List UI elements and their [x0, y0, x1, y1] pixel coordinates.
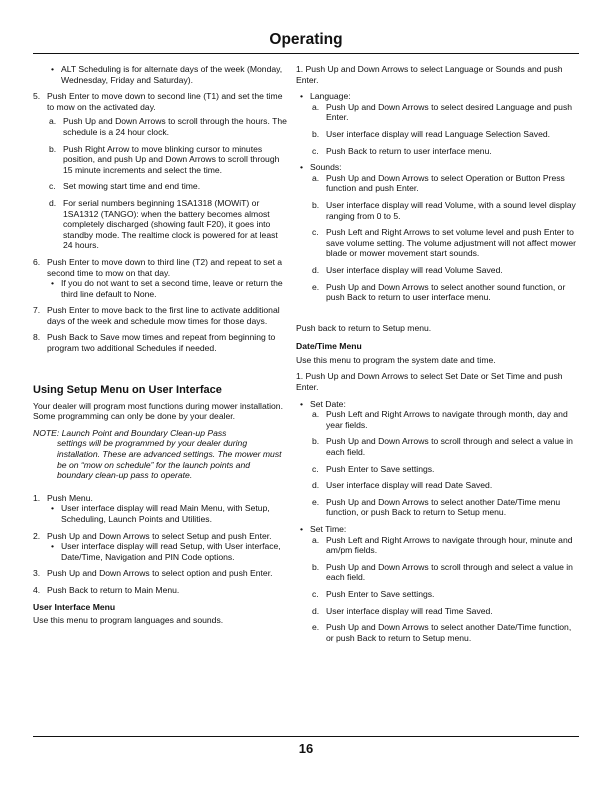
step-text: Push Enter to move down to third line (T2) and repeat to set a second time to mow on that day.: [47, 256, 283, 278]
set-date-item-e: [310, 497, 580, 518]
datetime-text: Use this menu to program the system date and time.: [296, 354, 496, 365]
item-letter: a.: [312, 101, 320, 112]
sounds-item-c: [310, 227, 580, 259]
item-text: User interface display will read Volume Saved.: [326, 264, 503, 275]
step-text: Push Enter to move down to second line (T1) and set the time to mow on the activated day.: [47, 91, 283, 112]
step-5: [33, 91, 287, 251]
item-text: User interface display will read Date Saved.: [326, 480, 493, 491]
set-date-group: [296, 399, 580, 518]
item-text: User interface display will read Time Saved.: [326, 605, 493, 616]
step-text: Push Menu.: [47, 492, 93, 503]
item-letter: a.: [312, 409, 320, 420]
item-text: Push Enter to Save settings.: [326, 463, 435, 474]
step-number: 6.: [33, 256, 41, 267]
item-text: Push Right Arrow to move blinking cursor to minutes position, and push Up and Down Arrows to scroll through 15 minute increments and select the time.: [63, 143, 280, 175]
item-letter: b.: [49, 143, 57, 154]
sounds-group: [296, 162, 580, 303]
header-rule: [33, 53, 579, 54]
step-text: Push Up and Down Arrows to select option and push Enter.: [47, 568, 273, 579]
language-item-c: [310, 146, 580, 157]
item-letter: e.: [312, 496, 320, 507]
step-5-item-d: [47, 198, 287, 251]
language-group: [296, 91, 580, 156]
language-label: • Language:: [310, 91, 351, 102]
step-number: 5.: [33, 91, 41, 102]
sounds-item-e: [310, 282, 580, 303]
section-intro: Your dealer will program most functions during mower installation. Some programming can only be done by your dealer.: [33, 400, 283, 422]
item-letter: c.: [312, 588, 319, 599]
sounds-item-d: [310, 265, 580, 276]
setup-step-2-bullet: • User interface display will read Setup, with User interface, Date/Time, Navigation and PIN Code options.: [47, 541, 287, 562]
step-number: 4.: [33, 584, 41, 595]
datetime-heading: Date/Time Menu: [296, 341, 362, 352]
step-5-item-a: [47, 116, 287, 137]
sounds-item-a: [310, 173, 580, 194]
step-number: 3.: [33, 568, 41, 579]
item-text: Push Up and Down Arrows to select Operation or Button Press function and push Enter.: [326, 172, 565, 194]
item-letter: d.: [49, 197, 57, 208]
item-text: Push Back to return to user interface menu.: [326, 145, 492, 156]
step-5-item-b: [47, 144, 287, 176]
item-letter: b.: [312, 561, 320, 572]
item-text: Push Up and Down Arrows to scroll through and select a value in each field.: [326, 436, 573, 458]
step-text: Push Back to return to Main Menu.: [47, 584, 180, 595]
step-text: Push Up and Down Arrows to select Setup and push Enter.: [47, 530, 272, 541]
item-letter: b.: [312, 128, 320, 139]
set-time-label: • Set Time:: [310, 524, 347, 534]
item-letter: c.: [312, 145, 319, 156]
item-text: Push Up and Down Arrows to scroll through and select a value in each field.: [326, 561, 573, 583]
item-letter: c.: [312, 227, 319, 238]
set-date-item-d: [310, 480, 580, 491]
item-letter: d.: [312, 264, 320, 275]
note: [33, 428, 287, 481]
item-letter: d.: [312, 605, 320, 616]
item-letter: e.: [312, 281, 320, 292]
item-text: Push Up and Down Arrows to select another Date/Time function, or push Back to return to Setup menu.: [326, 622, 572, 643]
alt-scheduling-bullet: • ALT Scheduling is for alternate days of the week (Monday, Wednesday, Friday and Saturday).: [47, 64, 287, 85]
language-item-b: [310, 129, 580, 140]
page-title: Operating: [269, 31, 343, 48]
note-first-line: NOTE: Launch Point and Boundary Clean-up Pass: [33, 427, 227, 438]
set-time-item-c: [310, 589, 580, 600]
setup-step-2: [33, 531, 287, 563]
item-text: For serial numbers beginning 1SA1318 (MOWiT) or 1SA1312 (TANGO): when the battery becomes almost completely discharged (showing fault F20), it goes into standby mode. The realtime clock is powered for at least 24 hours.: [63, 197, 278, 251]
language-item-a: [310, 102, 580, 123]
step-number: 2.: [33, 530, 41, 541]
step-6: [33, 257, 287, 299]
page-number: 16: [298, 741, 314, 756]
step-text: Push Enter to move back to the first line to activate additional days of the week and schedule mow times for those days.: [47, 305, 280, 326]
set-date-item-b: [310, 436, 580, 457]
item-text: Push Enter to Save settings.: [326, 588, 435, 599]
item-letter: b.: [312, 199, 320, 210]
item-letter: a.: [312, 534, 320, 545]
item-text: User interface display will read Language Selection Saved.: [326, 128, 551, 139]
set-time-group: [296, 524, 580, 643]
step-6-bullet: • If you do not want to set a second time, leave or return the third line default to None.: [47, 278, 287, 299]
ui-menu-text: Use this menu to program languages and sounds.: [33, 615, 224, 626]
item-text: Push Left and Right Arrows to set volume level and push Enter to save volume setting. The volume adjustment will not affect mower blade or mower movement start sounds.: [326, 227, 576, 259]
item-letter: c.: [312, 463, 319, 474]
set-time-item-b: [310, 562, 580, 583]
item-letter: a.: [49, 116, 57, 127]
item-letter: a.: [312, 172, 320, 183]
step-number: 1.: [33, 492, 41, 503]
footer-rule: [33, 736, 579, 737]
item-letter: d.: [312, 480, 320, 491]
set-date-item-a: [310, 409, 580, 430]
step-7: [33, 305, 287, 326]
set-time-item-d: [310, 606, 580, 617]
set-date-label: • Set Date:: [310, 398, 346, 409]
note-rest: settings will be programmed by your dealer during installation. These are advanced settings. The mower must be on “mow on schedule” for the launch points and boundary clean-up pass to operate.: [57, 438, 282, 481]
item-text: Push Left and Right Arrows to navigate through hour, minute and am/pm fields.: [326, 534, 573, 556]
step-text: Push Back to Save mow times and repeat from beginning to program two additional Schedules if needed.: [47, 332, 276, 354]
item-text: User interface display will read Volume, with a sound level display ranging from 0 to 5.: [326, 199, 576, 221]
item-text: Push Left and Right Arrows to navigate through month, day and year fields.: [326, 409, 568, 430]
sounds-label: • Sounds:: [310, 162, 342, 173]
ui-menu-heading: User Interface Menu: [33, 601, 116, 612]
item-text: Push Up and Down Arrows to select another sound function, or push Back to return to user interface menu.: [326, 281, 566, 303]
left-column: [33, 64, 287, 632]
setup-step-4: [33, 585, 287, 596]
item-text: Push Up and Down Arrows to select desired Language and push Enter.: [326, 101, 573, 123]
push-back-text: Push back to return to Setup menu.: [296, 322, 432, 333]
item-letter: c.: [49, 181, 56, 192]
set-time-item-e: [310, 622, 580, 643]
sounds-item-b: [310, 200, 580, 221]
right-column: [296, 64, 580, 649]
item-text: Push Up and Down Arrows to scroll through the hours. The schedule is a 24 hour clock.: [63, 116, 287, 137]
item-letter: e.: [312, 622, 320, 633]
item-letter: b.: [312, 436, 320, 447]
set-date-item-c: [310, 464, 580, 475]
section-title: Using Setup Menu on User Interface: [33, 383, 222, 396]
item-text: Push Up and Down Arrows to select another Date/Time menu function, or push Back to return to Setup menu.: [326, 496, 561, 518]
setup-step-1-bullet: • User interface display will read Main Menu, with Setup, Scheduling, Launch Points and Utilities.: [47, 503, 287, 524]
step-number: 7.: [33, 305, 41, 316]
datetime-step: 1. Push Up and Down Arrows to select Set Date or Set Time and push Enter.: [296, 371, 563, 393]
step-number: 8.: [33, 332, 41, 343]
language-sounds-step: 1. Push Up and Down Arrows to select Language or Sounds and push Enter.: [296, 64, 563, 85]
step-5-item-c: [47, 181, 287, 192]
item-text: Set mowing start time and end time.: [63, 181, 201, 192]
setup-step-3: [33, 568, 287, 579]
set-time-item-a: [310, 535, 580, 556]
setup-step-1: [33, 493, 287, 525]
step-8: [33, 332, 287, 353]
